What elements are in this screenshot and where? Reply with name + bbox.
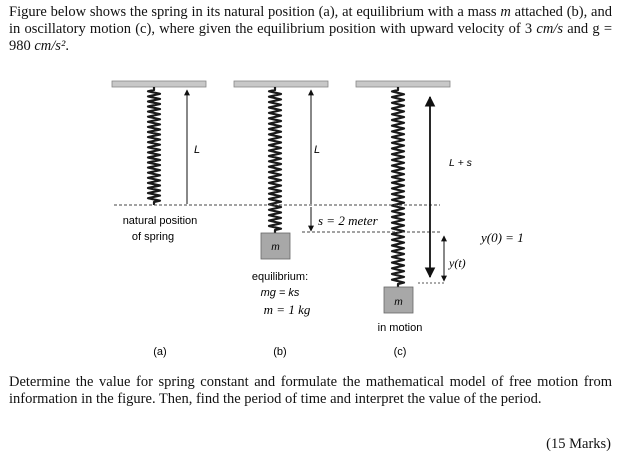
question-text: Determine the value for spring constant and formulate the mathematical model of free motion from information in the figure. Then, find the period of time and interpret the value of the period. (9, 374, 612, 407)
mass-value-label: m = 1 kg (263, 302, 311, 317)
label-s: s = 2 meter (318, 213, 378, 228)
ceiling-c (356, 81, 450, 87)
label-y0: y(0) = 1 (481, 230, 524, 245)
gravity-expression: g = 980 (9, 21, 613, 54)
equilibrium-label: equilibrium: (251, 271, 309, 283)
label-L-b: L (314, 144, 321, 156)
label-L-a: L (194, 144, 201, 156)
label-Ls: L + s (449, 157, 472, 169)
marks-label: (15 Marks) (546, 436, 611, 452)
gravity-unit: cm/s² (34, 38, 66, 54)
label-yt: y(t) (449, 256, 466, 270)
ceiling-a (112, 81, 206, 87)
mass-label-b: m (271, 242, 280, 253)
spring-a (148, 87, 160, 205)
natural-position-label-1: natural position (122, 215, 198, 227)
mass-symbol: m (500, 4, 511, 20)
caption-a: (a) (153, 346, 167, 358)
velocity-unit: cm/s (536, 21, 563, 37)
caption-c: (c) (393, 346, 407, 358)
spring-b-coil (269, 87, 281, 233)
caption-b: (b) (273, 346, 287, 358)
spring-c (392, 87, 404, 287)
spring-b (269, 87, 281, 233)
mass-label-c: m (394, 297, 403, 308)
spring-c-coil (392, 87, 404, 287)
natural-position-label-2: of spring (131, 231, 175, 243)
ceiling-b (234, 81, 328, 87)
spring-a-coil (148, 87, 160, 205)
in-motion-label: in motion (377, 322, 423, 334)
problem-intro: Figure below shows the spring in its natural position (a), at equilibrium with a mass m attached (b), and in oscillatory motion (c), where given the equilibrium position with upward velocity of 3 cm/s and g = 980 cm/s². (9, 4, 613, 54)
mg-ks-label: mg = ks (260, 287, 300, 299)
